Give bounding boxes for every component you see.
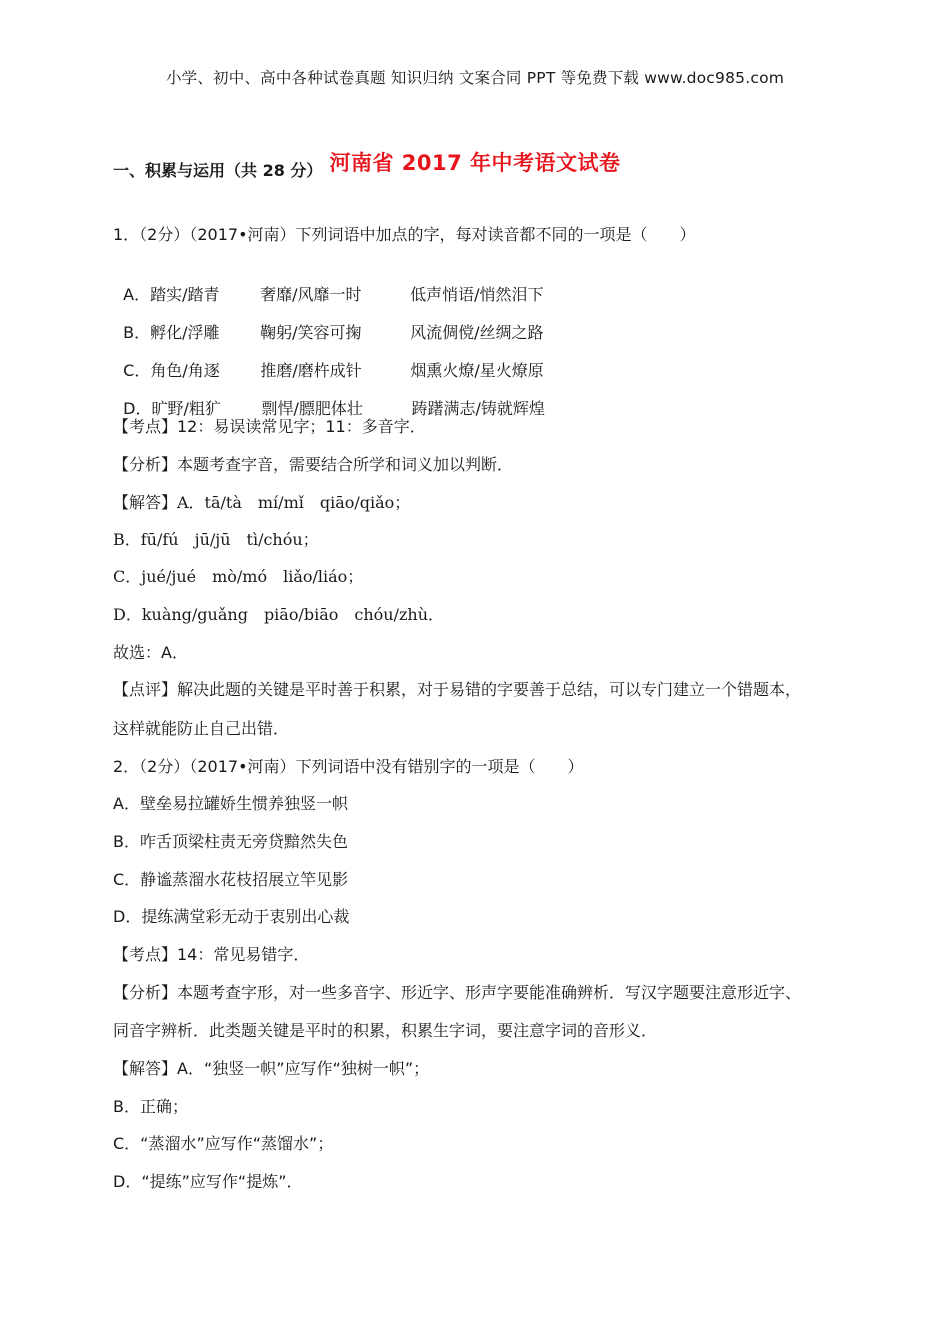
page-title: 河南省 2017 年中考语文试卷 — [329, 151, 621, 175]
question-1-option-d — [113, 376, 545, 420]
option-word-2: 剽悍/膘肥体壮 — [261, 399, 363, 418]
q2-answer-c: C．“蒸溜水”应写作“蒸馏水”； — [113, 1134, 334, 1153]
q1-choice: 故选：A． — [113, 643, 188, 662]
question-2-option-a: A．壁垒易拉罐娇生惯养独竖一帜 — [113, 794, 348, 813]
option-word-2: 鞠躬/笑容可掬 — [260, 323, 362, 342]
option-word-3: 踌躇满志/铸就辉煌 — [411, 399, 545, 418]
option-label: D． — [123, 399, 152, 418]
q2-analysis-line2: 同音字辨析．此类题关键是平时的积累，积累生字词，要注意字词的音形义． — [113, 1021, 658, 1040]
q2-answer-b: B．正确； — [113, 1097, 188, 1116]
q1-answer-c: C．jué/jué mò/mó liǎo/liáo； — [113, 567, 364, 586]
question-2-option-d: D．提练满堂彩无动于衷别出心裁 — [113, 907, 350, 926]
option-label: C． — [123, 361, 151, 380]
option-word-2: 奢靡/风靡一时 — [260, 285, 362, 304]
option-word-1: 踏实/踏青 — [150, 285, 220, 304]
option-label: B． — [123, 323, 151, 342]
q1-answer-b: B．fū/fú jū/jū tì/chóu； — [113, 530, 319, 549]
page-header: 小学、初中、高中各种试卷真题 知识归纳 文案合同 PPT 等免费下载 www.doc985.com — [165, 69, 785, 87]
q2-kaodian: 【考点】14：常见易错字． — [113, 945, 310, 964]
option-label: A． — [123, 285, 151, 304]
q1-kaodian: 【考点】12：易误读常见字；11：多音字． — [113, 417, 426, 436]
question-2-stem: 2．（2分）（2017•河南）下列词语中没有错别字的一项是（ ） — [113, 757, 584, 776]
section-heading: 一、积累与运用（共 28 分） — [113, 161, 323, 180]
question-2-option-c: C．静谧蒸溜水花枝招展立竿见影 — [113, 870, 349, 889]
question-1-stem: 1．（2分）（2017•河南）下列词语中加点的字，每对读音都不同的一项是（ ） — [113, 225, 696, 244]
q1-comment-line2: 这样就能防止自己出错． — [113, 719, 290, 738]
option-word-3: 风流倜傥/丝绸之路 — [410, 323, 544, 342]
q2-answer-a: 【解答】A．“独竖一帜”应写作“独树一帜”； — [113, 1059, 430, 1078]
q1-answer-a: 【解答】A．tā/tà mí/mǐ qiāo/qiǎo； — [113, 493, 411, 512]
option-word-1: 孵化/浮雕 — [150, 323, 220, 342]
option-word-3: 低声悄语/悄然泪下 — [410, 285, 544, 304]
q2-analysis-line1: 【分析】本题考查字形，对一些多音字、形近字、形声字要能准确辨析．写汉字题要注意形近字、 — [113, 983, 802, 1002]
option-word-1: 旷野/粗犷 — [151, 399, 221, 418]
option-word-1: 角色/角逐 — [150, 361, 220, 380]
option-word-2: 推磨/磨杵成针 — [260, 361, 362, 380]
option-word-3: 烟熏火燎/星火燎原 — [410, 361, 544, 380]
question-2-option-b: B．咋舌顶梁柱责无旁贷黯然失色 — [113, 832, 348, 851]
q1-answer-d: D．kuàng/guǎng piāo/biāo chóu/zhù． — [113, 605, 445, 624]
q1-analysis: 【分析】本题考查字音，需要结合所学和词义加以判断． — [113, 455, 514, 474]
q1-comment-line1: 【点评】解决此题的关键是平时善于积累，对于易错的字要善于总结，可以专门建立一个错题本， — [113, 680, 802, 699]
q2-answer-d: D．“提练”应写作“提炼”． — [113, 1172, 303, 1191]
